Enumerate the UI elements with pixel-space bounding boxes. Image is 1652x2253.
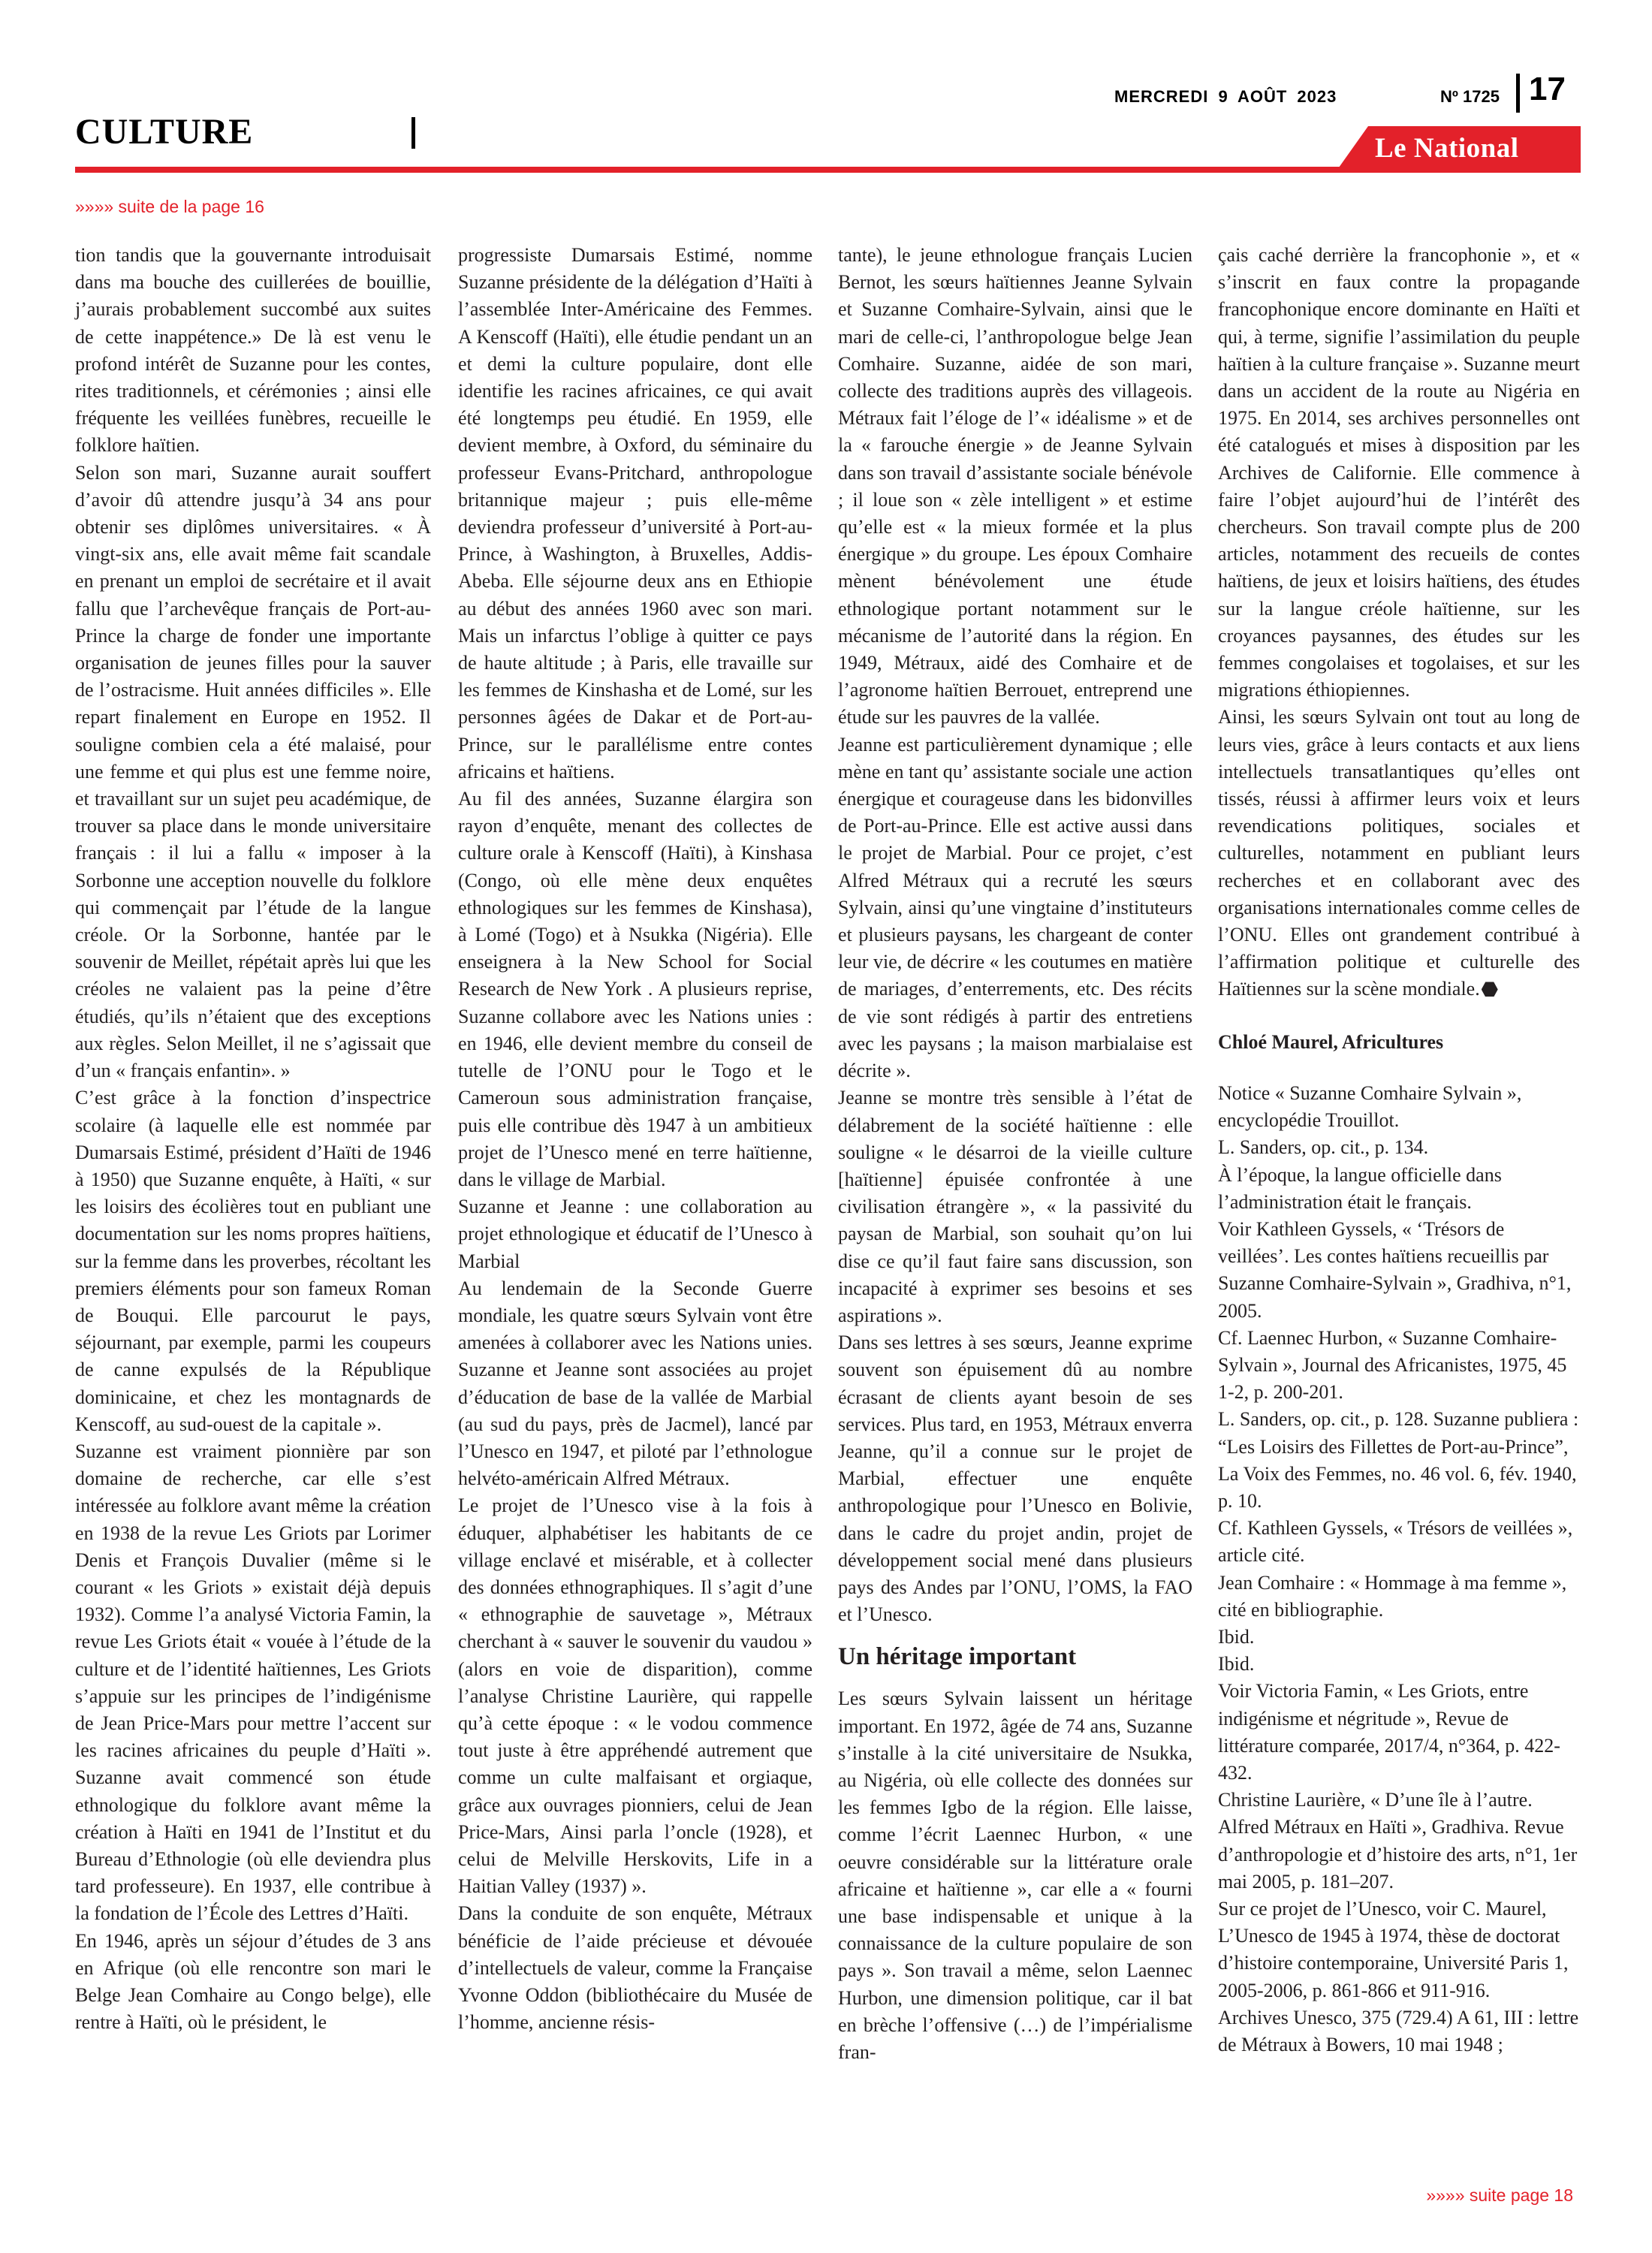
paragraph: Jeanne est particulièrement dynamique ; elle mène en tant qu’ assistante sociale une action énergique et courageuse dans les bidonvilles de Port-au-Prince. Elle est active aussi dans le projet de Marbial. Pour ce projet, c’est Alfred Métraux qui a recruté les sœurs Sylvain, ainsi qu’une vingtaine d’instituteurs et plusieurs paysans, les chargeant de conter leur vie, de décrire « les coutumes en matière de mariages, d’enterrements, etc. Des récits de vie sont rédigés à partir des entretiens avec les paysans ; la maison marbialaise est décrite ». (838, 733, 1192, 1082)
byline: Chloé Maurel, Africultures (1218, 1030, 1444, 1053)
paragraph: Au fil des années, Suzanne élargira son rayon d’enquête, menant des collectes de culture orale à Kenscoff (Haïti), à Kinshasa (Congo, où elle mène deux enquêtes ethnologiques sur les femmes de Kinshasa), à Lomé (Togo) et à Nsukka (Nigéria). Elle enseignera à la New School for Social Research de New York . A plusieurs reprise, Suzanne collabore avec les Nations unies : en 1946, elle devient membre du conseil de tutelle de l’ONU pour le Togo et le Cameroun sous administration française, puis elle contribue dès 1947 à un ambitieux projet de l’Unesco mené en terre haïtienne, dans le village de Marbial. (458, 788, 812, 1190)
endnote: Sur ce projet de l’Unesco, voir C. Maurel, L’Unesco de 1945 à 1974, thèse de doctorat d’histoire contemporaine, Université Paris 1, 2005-2006, p. 861-866 et 911-916. (1218, 1897, 1569, 2001)
endnote: Cf. Laennec Hurbon, « Suzanne Comhaire-Sylvain », Journal des Africanistes, 1975, 45 1-2, p. 200-201. (1218, 1326, 1567, 1404)
endnote: Cf. Kathleen Gyssels, « Trésors de veillées », article cité. (1218, 1517, 1573, 1567)
article-column-4 (1218, 242, 1580, 2058)
continued-to-link[interactable]: »»»» suite page 18 (1426, 2185, 1573, 2205)
page-number: 17 (1529, 71, 1566, 107)
end-of-article-icon (1482, 982, 1498, 997)
paragraph: çais caché derrière la francophonie », et « s’inscrit en faux contre la propagande francophonique encore dominante en Haïti et qui, à terme, signifie l’assimilation du peuple haïtien à la culture française ». Suzanne meurt dans un accident de la route au Nigéria en 1975. En 2014, ses archives personnelles ont été catalogués et mises à disposition par les Archives de Californie. Elle commence à faire l’objet aujourd’hui de l’intérêt des chercheurs. Son travail compte plus de 200 articles, notamment des recueils de contes haïtiens, de jeux et loisirs haïtiens, des études sur la langue créole haïtienne, sur les croyances paysannes, des études sur les femmes congolaises et togolaises, et sur les migrations éthiopiennes. (1218, 244, 1580, 701)
paragraph: Au lendemain de la Seconde Guerre mondiale, les quatre sœurs Sylvain vont être amenées à collaborer avec les Nations unies. Suzanne et Jeanne sont associées au projet d’éducation de base de la vallée de Marbial (au sud du pays, près de Jacmel), lancé par l’Unesco en 1947, et piloté par l’ethnologue helvéto-américain Alfred Métraux. (458, 1277, 812, 1490)
section-subheading: Un héritage important (838, 1643, 1077, 1671)
endnote: Ibid. (1218, 1653, 1255, 1675)
endnote: L. Sanders, op. cit., p. 128. Suzanne publiera : “Les Loisirs des Fillettes de Port-au-Prince”, La Voix des Femmes, no. 46 vol. 6, fév. 1940, p. 10. (1218, 1408, 1579, 1512)
paragraph: Suzanne est vraiment pionnière par son domaine de recherche, car elle s’est intéressée au folklore avant même la création en 1938 de la revue Les Griots par Lorimer Denis et François Duvalier (même si le courant « les Griots » existait déjà depuis 1932). Comme l’a analysé Victoria Famin, la revue Les Griots était « vouée à l’étude de la culture et de l’identité haïtiennes, Les Griots s’appuie sur les principes de l’indigénisme de Jean Price-Mars pour mettre l’accent sur les racines africaines du peuple d’Haïti ». Suzanne avait commencé son étude ethnologique du folklore avant même la création à Haïti en 1941 de l’Institut et du Bureau d’Ethnologie (où elle deviendra plus tard professeure). En 1937, elle contribue à la fondation de l’École des Lettres d’Haïti. (75, 1440, 431, 1925)
page-number-divider (1516, 74, 1520, 113)
paragraph-final (1218, 704, 1580, 1003)
paragraph: tante), le jeune ethnologue français Lucien Bernot, les sœurs haïtiennes Jeanne Sylvain et Suzanne Comhaire-Sylvain, ainsi que le mari de celle-ci, l’anthropologue belge Jean Comhaire. Suzanne, aidée de son mari, collecte des traditions auprès des villageois. Métraux fait l’éloge de l’« idéalisme » et de la « farouche énergie » de Jeanne Sylvain dans son travail d’assistante sociale bénévole ; il loue son « zèle intelligent » et estime qu’elle est « la mieux formée et la plus énergique » du groupe. Les époux Comhaire mènent bénévolement une étude ethnologique portant notamment sur le mécanisme de l’autorité dans la région. En 1949, Métraux, aidé des Comhaire et de l’agronome haïtien Berrouet, entreprend une étude sur les pauvres de la vallée. (838, 244, 1192, 728)
paragraph: Suzanne et Jeanne : une collaboration au projet ethnologique et éducatif de l’Unesco à Marbial (458, 1196, 812, 1272)
paragraph: Dans ses lettres à ses sœurs, Jeanne exprime souvent son épuisement dû au nombre écrasant de clients ayant besoin de ses services. Plus tard, en 1953, Métraux enverra Jeanne, qu’il a connue sur le projet de Marbial, effectuer une enquête anthropologique pour l’Unesco en Bolivie, dans le cadre du projet andin, projet de développement social mené dans plusieurs pays des Andes par l’ONU, l’OMS, la FAO et l’Unesco. (838, 1332, 1192, 1626)
endnote: Archives Unesco, 375 (729.4) A 61, III : lettre de Métraux à Bowers, 10 mai 1948 ; (1218, 2006, 1579, 2055)
endnote: Ibid. (1218, 1625, 1255, 1648)
article-column-2 (458, 242, 812, 2036)
paragraph: En 1946, après un séjour d’études de 3 ans en Afrique (où elle rencontre son mari le Belge Jean Comhaire au Congo belge), elle rentre à Haïti, où le président, le (75, 1929, 431, 2034)
endnote: À l’époque, la langue officielle dans l’administration était le français. (1218, 1163, 1502, 1213)
section-title: CULTURE (75, 112, 254, 152)
paragraph: C’est grâce à la fonction d’inspectrice scolaire (à laquelle elle est nommée par Dumarsais Estimé, président d’Haïti de 1946 à 1950) que Suzanne enquête, à Haïti, « sur les loisirs des écolières tout en publiant une documentation sur les noms propres haïtiens, sur la femme dans les proverbes, récoltant les premiers éléments pour son fameux Roman de Bouqui. Elle parcourut le pays, séjournant, par exemple, parmi les coupeurs de canne expulsés de la République dominicaine, et chez les montagnards de Kenscoff, au sud-ouest de la capitale ». (75, 1087, 431, 1435)
endnote: Notice « Suzanne Comhaire Sylvain », encyclopédie Trouillot. (1218, 1081, 1522, 1132)
paragraph: Le projet de l’Unesco vise à la fois à éduquer, alphabétiser les habitants de ce village enclavé et misérable, et à collecter des données ethnographiques. Il s’agit d’une « ethnographie de sauvetage », Métraux cherchant à « sauver le souvenir du vaudou » (alors en voie de disparition), comme l’analyse Christine Laurière, qui rappelle qu’à cette époque : « le vodou commence tout juste à être appréhendé autrement que comme un culte malfaisant et orgiaque, grâce aux ouvrages pionniers, celui de Jean Price-Mars, Ainsi parla l’oncle (1928), et celui de Melville Herskovits, Life in a Haitian Valley (1937) ». (458, 1494, 812, 1898)
newspaper-name: Le National (1375, 133, 1519, 164)
paragraph: Dans la conduite de son enquête, Métraux bénéficie de l’aide précieuse et dévouée d’intellectuels de valeur, comme la Française Yvonne Oddon (bibliothécaire du Musée de l’homme, ancienne résis- (458, 1902, 812, 2034)
paragraph: Jeanne se montre très sensible à l’état de délabrement de la société haïtienne : elle souligne « le désarroi de la vieille culture [haïtienne] épuisée confrontée à une civilisation étrangère », « la passivité du paysan de Marbial, son souhait qu’on lui dise ce qu’il faut faire sans discussion, son incapacité à exprimer ses besoins et ses aspirations ». (838, 1087, 1192, 1326)
paragraph: tion tandis que la gouvernante introduisait dans ma bouche des cuillerées de bouillie, j’aurais probablement succombé aux suites de cette inappétence.» De là est venu le profond intérêt de Suzanne pour les contes, rites traditionnels, et cérémonies ; ainsi elle fréquente les veillées funèbres, recueille le folklore haïtien. (75, 244, 431, 457)
publication-date: MERCREDI 9 AOÛT 2023 (1114, 87, 1337, 106)
paragraph: Selon son mari, Suzanne aurait souffert d’avoir dû attendre jusqu’à 34 ans pour obtenir ses diplômes universitaires. « À vingt-six ans, elle avait même fait scandale en prenant un emploi de secrétaire et il avait fallu que l’archevêque français de Port-au-Prince la charge de fonder une importante organisation de jeunes filles pour la sauver de l’ostracisme. Huit années difficiles ». Elle repart finalement en Europe en 1952. Il souligne combien cela a été malaisé, pour une femme et qui plus est une femme noire, et travaillant sur un sujet peu académique, de trouver sa place dans le monde universitaire français : il lui a fallu « imposer à la Sorbonne une acception nouvelle du folklore qui commençait par l’étude de la langue créole. Or la Sorbonne, hantée par le souvenir de Meillet, répétait après lui que les créoles ne valaient pas la peine d’être étudiés, qu’ils n’étaient que des exceptions aux règles. Selon Meillet, il ne s’agissait que d’un « français enfantin». » (75, 461, 431, 1082)
paragraph: progressiste Dumarsais Estimé, nomme Suzanne présidente de la délégation d’Haïti à l’assemblée Inter-Américaine des Femmes. A Kenscoff (Haïti), elle étudie pendant un an et demi la culture populaire, dont elle identifie les racines africaines, ce qui avait été longtemps peu étudié. En 1959, elle devient membre, à Oxford, du séminaire du professeur Evans-Pritchard, anthropologue britannique majeur ; puis elle-même deviendra professeur d’université à Port-au-Prince, à Washington, à Bruxelles, Addis-Abeba. Elle séjourne deux ans en Ethiopie au début des années 1960 avec son mari. Mais un infarctus l’oblige à quitter ce pays de haute altitude ; à Paris, elle travaille sur les femmes de Kinshasha et de Lomé, sur les personnes âgées de Dakar et de Port-au-Prince, sur le parallélisme entre contes africains et haïtiens. (458, 244, 812, 783)
continued-from-link[interactable]: »»»» suite de la page 16 (75, 197, 264, 216)
endnote: Voir Kathleen Gyssels, « ‘Trésors de veillées’. Les contes haïtiens recueillis par Suzanne Comhaire-Sylvain », Gradhiva, n°1, 2005. (1218, 1217, 1572, 1322)
endnote: Christine Laurière, « D’une île à l’autre. Alfred Métraux en Haïti », Gradhiva. Revue d’anthropologie et d’histoire des arts, n°1, 1er mai 2005, p. 181–207. (1218, 1789, 1578, 1893)
endnote: L. Sanders, op. cit., p. 134. (1218, 1136, 1429, 1159)
issue-number: Nº 1725 (1440, 87, 1500, 106)
title-divider (411, 117, 415, 149)
article-column-1 (75, 242, 431, 2036)
endnote: Jean Comhaire : « Hommage à ma femme », cité en bibliographie. (1218, 1571, 1567, 1621)
endnote: Voir Victoria Famin, « Les Griots, entre indigénisme et négritude », Revue de littérature comparée, 2017/4, n°364, p. 422-432. (1218, 1680, 1560, 1784)
paragraph-text: Ainsi, les sœurs Sylvain ont tout au long de leurs vies, grâce à leurs contacts et aux liens intellectuels transatlantiques qu’elles ont tissés, réussi à affirmer leurs voix et leurs revendications politiques, sociales et culturelles, notamment en publiant leurs recherches et en collaborant avec des organisations internationales comme celles de l’ONU. Elles ont grandement contribué à l’affirmation politique et culturelle des Haïtiennes sur la scène mondiale. (1218, 706, 1580, 1000)
paragraph: Les sœurs Sylvain laissent un héritage important. En 1972, âgée de 74 ans, Suzanne s’installe à la cité universitaire de Nsukka, au Nigéria, où elle collecte des données sur les femmes Igbo de la région. Elle laisse, comme l’écrit Laennec Hurbon, « une oeuvre considérable sur la littérature orale africaine et haïtienne », car elle a « fourni une base indispensable et unique à la connaissance de la culture populaire de son pays ». Son travail a même, selon Laennec Hurbon, une dimension politique, car il bat en brèche l’offensive (…) de l’impérialisme fran- (838, 1687, 1192, 2063)
article-column-3 (838, 242, 1192, 2066)
